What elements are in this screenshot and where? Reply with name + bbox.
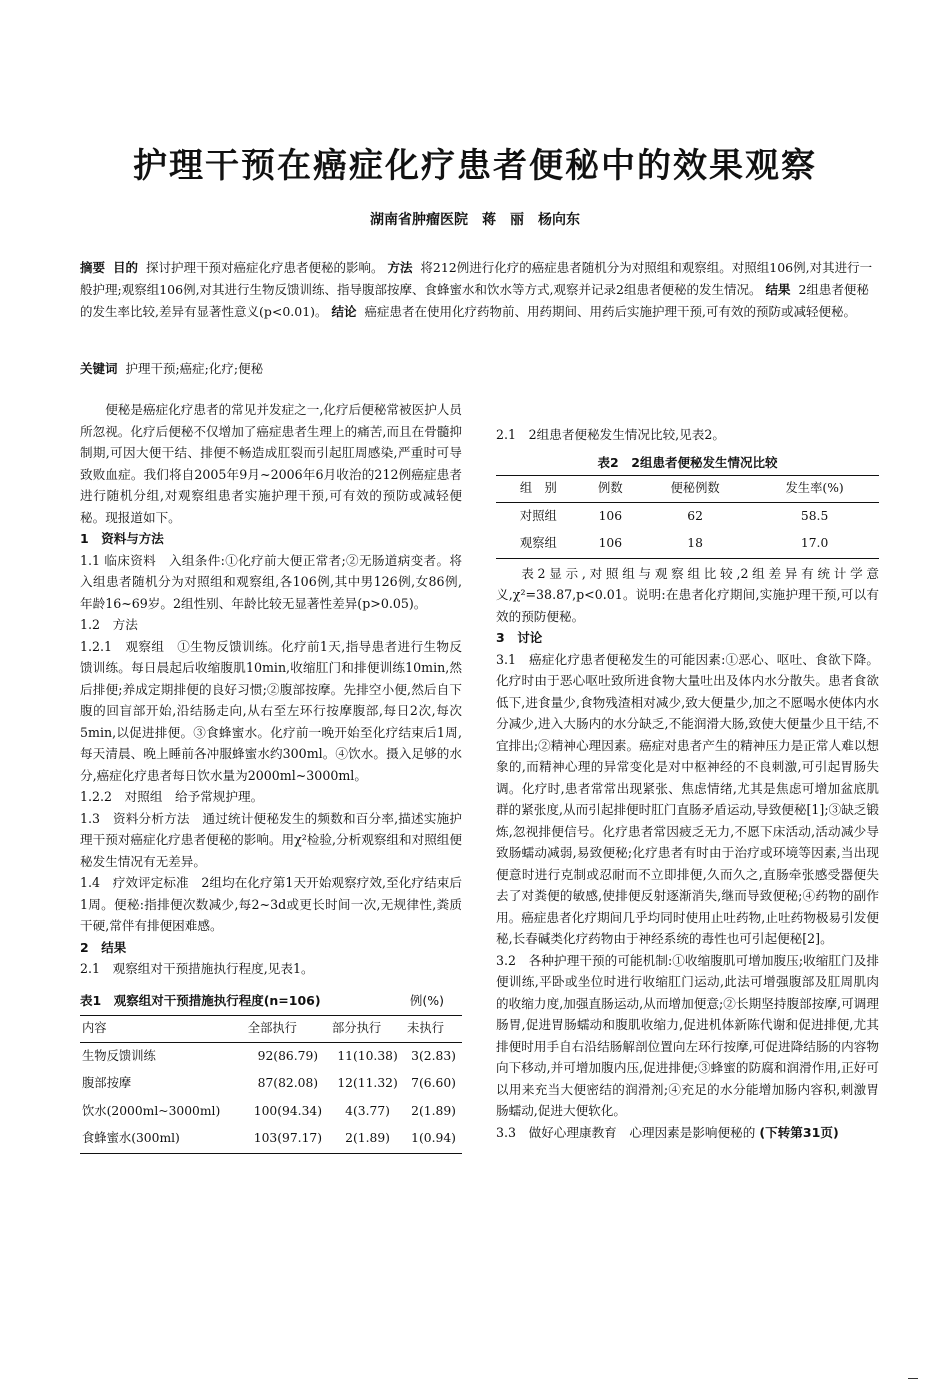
intro-paragraph: 便秘是癌症化疗患者的常见并发症之一,化疗后便秘常被医护人员所忽视。化疗后便秘不仅增加了癌症患者生理上的痛苦,而且在骨髓抑制期,可因大便干结、排便不畅造成肛裂而引起肛周感染,严重时可导致败血症。我们将自2005年9月~2006年6月收治的212例癌症患者进行随机分组,对观察组患者实施护理干预,可有效的预防或减轻便秘。现报道如下。 [80,402,462,525]
table-cell: 12(11.32) [337,1076,398,1090]
table-cell: 11(10.38) [337,1048,398,1063]
table-1-unit: 例(%) [409,992,444,1008]
table-row [496,530,879,558]
section-2-1-b: 2.1 2组患者便秘发生情况比较,见表2。 [496,427,725,442]
section-1-1: 1.1 临床资料 入组条件:①化疗前大便正常者;②无肠道病变者。将入组患者随机分为对照组和观察组,各106例,其中男126例,女86例,年龄16~69岁。2组性别、年龄比较无显著性差异(p>0.05)。 [80,552,462,611]
table-cell: 2(1.89) [411,1103,456,1118]
author-line: 湖南省肿瘤医院 蒋 丽 杨向东 [370,212,580,228]
table-cell: 87(82.08) [257,1076,319,1090]
abstract-results: 2组患者便秘的发生率比较,差异有显著性意义(p<0.01)。 [80,282,869,319]
table-cell: 饮水(2000ml~3000ml) [82,1103,221,1118]
left-column [80,399,462,1154]
table-cell: 103(97.17) [253,1131,323,1145]
table-1-header: 部分执行 [330,1016,405,1043]
keywords [80,358,880,380]
methods-label: 方法 [387,260,413,275]
table-row [80,1098,462,1126]
abstract-objective: 探讨护理干预对癌症化疗患者便秘的影响。 [145,260,384,275]
table-row [496,502,879,530]
conclusion-label: 结论 [331,304,357,319]
table-cell: 92(86.79) [257,1048,319,1063]
keywords-label: 关键词 [80,361,118,376]
table-row [80,1125,462,1153]
abstract-conclusion: 癌症患者在使用化疗药物前、用药期间、用药后实施护理干预,可有效的预防或减轻便秘。 [364,304,856,319]
section-1-2-2: 1.2.2 对照组 给予常规护理。 [80,789,264,804]
table-cell: 17.0 [800,536,829,550]
continued-note: (下转第31页) [759,1124,839,1140]
table-2-discussion: 表2显示,对照组与观察组比较,2组差异有统计学意义,χ²=38.87,p<0.01。说明:在患者化疗期间,实施护理干预,可以有效的预防便秘。 [496,565,879,624]
table-1 [80,1015,462,1154]
table-2-caption: 表2 2组患者便秘发生情况比较 [597,454,778,470]
objective-label: 目的 [112,260,138,275]
article-title: 护理干预在癌症化疗患者便秘中的效果观察 [133,146,817,186]
table-cell: 2(1.89) [345,1131,390,1145]
table-cell: 对照组 [519,508,557,523]
table-2-header: 发生率(%) [750,476,879,503]
keywords-text: 护理干预;癌症;化疗;便秘 [125,361,264,376]
table-1-caption-row [80,990,462,1012]
table-1-header: 未执行 [405,1016,462,1043]
section-3-heading: 3 讨论 [496,630,543,645]
section-3-3 [496,1122,879,1144]
table-1-header: 内容 [80,1016,246,1043]
results-label: 结果 [765,282,791,297]
table-2 [496,475,879,559]
table-cell: 58.5 [800,508,829,523]
abstract-methods: 将212例进行化疗的癌症患者随机分为对照组和观察组。对照组106例,对其进行一般护理;观察组106例,对其进行生物反馈训练、指导腹部按摩、食蜂蜜水和饮水等方式,观察并记录2组患者便秘的发生情况。 [80,260,873,297]
section-1-2-heading: 1.2 方法 [80,617,138,632]
table-cell: 18 [687,536,703,550]
table-cell: 1(0.94) [411,1131,456,1145]
table-cell: 62 [687,508,703,523]
table-cell: 106 [598,536,623,550]
section-2-heading: 2 结果 [80,939,127,955]
section-3-3-text: 3.3 做好心理康教育 心理因素是影响便秘的 [496,1124,756,1140]
section-3-1: 3.1 癌症化疗患者便秘发生的可能因素:①恶心、呕吐、食欲下降。化疗时由于恶心呕吐致所进食物大量吐出及体内水分散失。患者食欲低下,进食量少,食物残渣相对减少,致大便量少,加之不愿喝水使体内水分减少,进入大肠内的水分缺乏,不能润滑大肠,致使大便量少且干结,不宜排出;②精神心理因素。癌症对患者产生的精神压力是正常人难以想象的,而精神心理的异常变化是对中枢神经的不良刺激,可引起胃肠失调。化疗时,患者常常出现紧张、焦虑情绪,尤其是焦虑可增加盆底肌群的紧张度,从而引起排便时肛门直肠矛盾运动,导致便秘[1];③缺乏锻炼,忽视排便信号。化疗患者常因疲乏无力,不愿下床活动,活动减少导致肠蠕动减弱,易致便秘;化疗患者有时由于治疗或环境等因素,当出现便意时进行克制或忍耐而不立即排便,久而久之,直肠牵张感受器便失去了对粪便的敏感,使排便反射逐渐消失,继而导致便秘;④药物的副作用。癌症患者化疗期间几乎均同时使用止吐药物,止吐药物极易引发便秘,长春碱类化疗药物由于神经系统的毒性也可引起便秘[2]。 [496,651,879,946]
table-cell: 4(3.77) [345,1103,390,1118]
table-cell: 7(6.60) [411,1076,456,1090]
right-column [496,424,879,1143]
abstract-label: 摘要 [80,260,106,275]
section-1-heading: 1 资料与方法 [80,531,164,546]
table-row [80,1070,462,1098]
table-cell: 生物反馈训练 [82,1048,156,1063]
table-row [80,1042,462,1070]
table-cell: 3(2.83) [411,1048,456,1063]
table-2-header: 组 别 [496,476,581,503]
abstract [80,257,880,323]
section-2-1: 2.1 观察组对干预措施执行程度,见表1。 [80,961,314,976]
table-2-header: 例数 [581,476,640,503]
table-cell: 100(94.34) [253,1103,323,1118]
section-3-2: 3.2 各种护理干预的可能机制:①收缩腹肌可增加腹压;收缩肛门及排便训练,平卧或坐位时进行收缩肛门运动,此法可增强腹部及肛周肌肉的收缩力度,加强直肠运动,从而增加便意;②长期坚持腹部按摩,可调理肠胃,促进胃肠蠕动和腹肌收缩力,促进机体新陈代谢和促进排便,尤其排便时用手自右沿结肠解剖位置向左环行按摩,可促进降结肠的内容物向下移动,并可增加腹内压,促进排便;③蜂蜜的防腐和润滑作用,正好可以用来充当大便密结的润滑剂;④充足的水分能增加肠内容积,刺激胃肠蠕动,促进大便软化。 [496,952,879,1118]
section-1-3: 1.3 资料分析方法 通过统计便秘发生的频数和百分率,描述实施护理干预对癌症化疗患者便秘的影响。用χ²检验,分析观察组和对照组便秘发生情况有无差异。 [80,810,462,869]
section-1-4: 1.4 疗效评定标准 2组均在化疗第1天开始观察疗效,至化疗结束后1周。便秘:指排便次数减少,每2~3d或更长时间一次,无规律性,粪质干硬,常伴有排便困难感。 [80,875,462,933]
table-1-caption: 表1 观察组对干预措施执行程度(n=106) [80,992,321,1008]
table-cell: 食蜂蜜水(300ml) [82,1131,180,1145]
page-corner-mark [908,1378,918,1379]
section-1-2-1: 1.2.1 观察组 ①生物反馈训练。化疗前1天,指导患者进行生物反馈训练。每日晨起后收缩腹肌10min,收缩肛门和排便训练10min,然后排便;养成定期排便的良好习惯;②腹部按摩。先排空小便,然后自下腹的回盲部开始,沿结肠走向,从右至左环行按摩腹部,每日2次,每次5min,以促进排便。③食蜂蜜水。化疗前一晚开始至化疗结束后1周,每天清晨、晚上睡前各冲服蜂蜜水约300ml。④饮水。摄入足够的水分,癌症化疗患者每日饮水量为2000ml~3000ml。 [80,638,462,783]
table-cell: 观察组 [519,536,557,550]
table-cell: 腹部按摩 [82,1076,132,1090]
table-cell: 106 [598,508,623,523]
table-2-header: 便秘例数 [640,476,750,503]
table-1-header: 全部执行 [246,1016,330,1043]
